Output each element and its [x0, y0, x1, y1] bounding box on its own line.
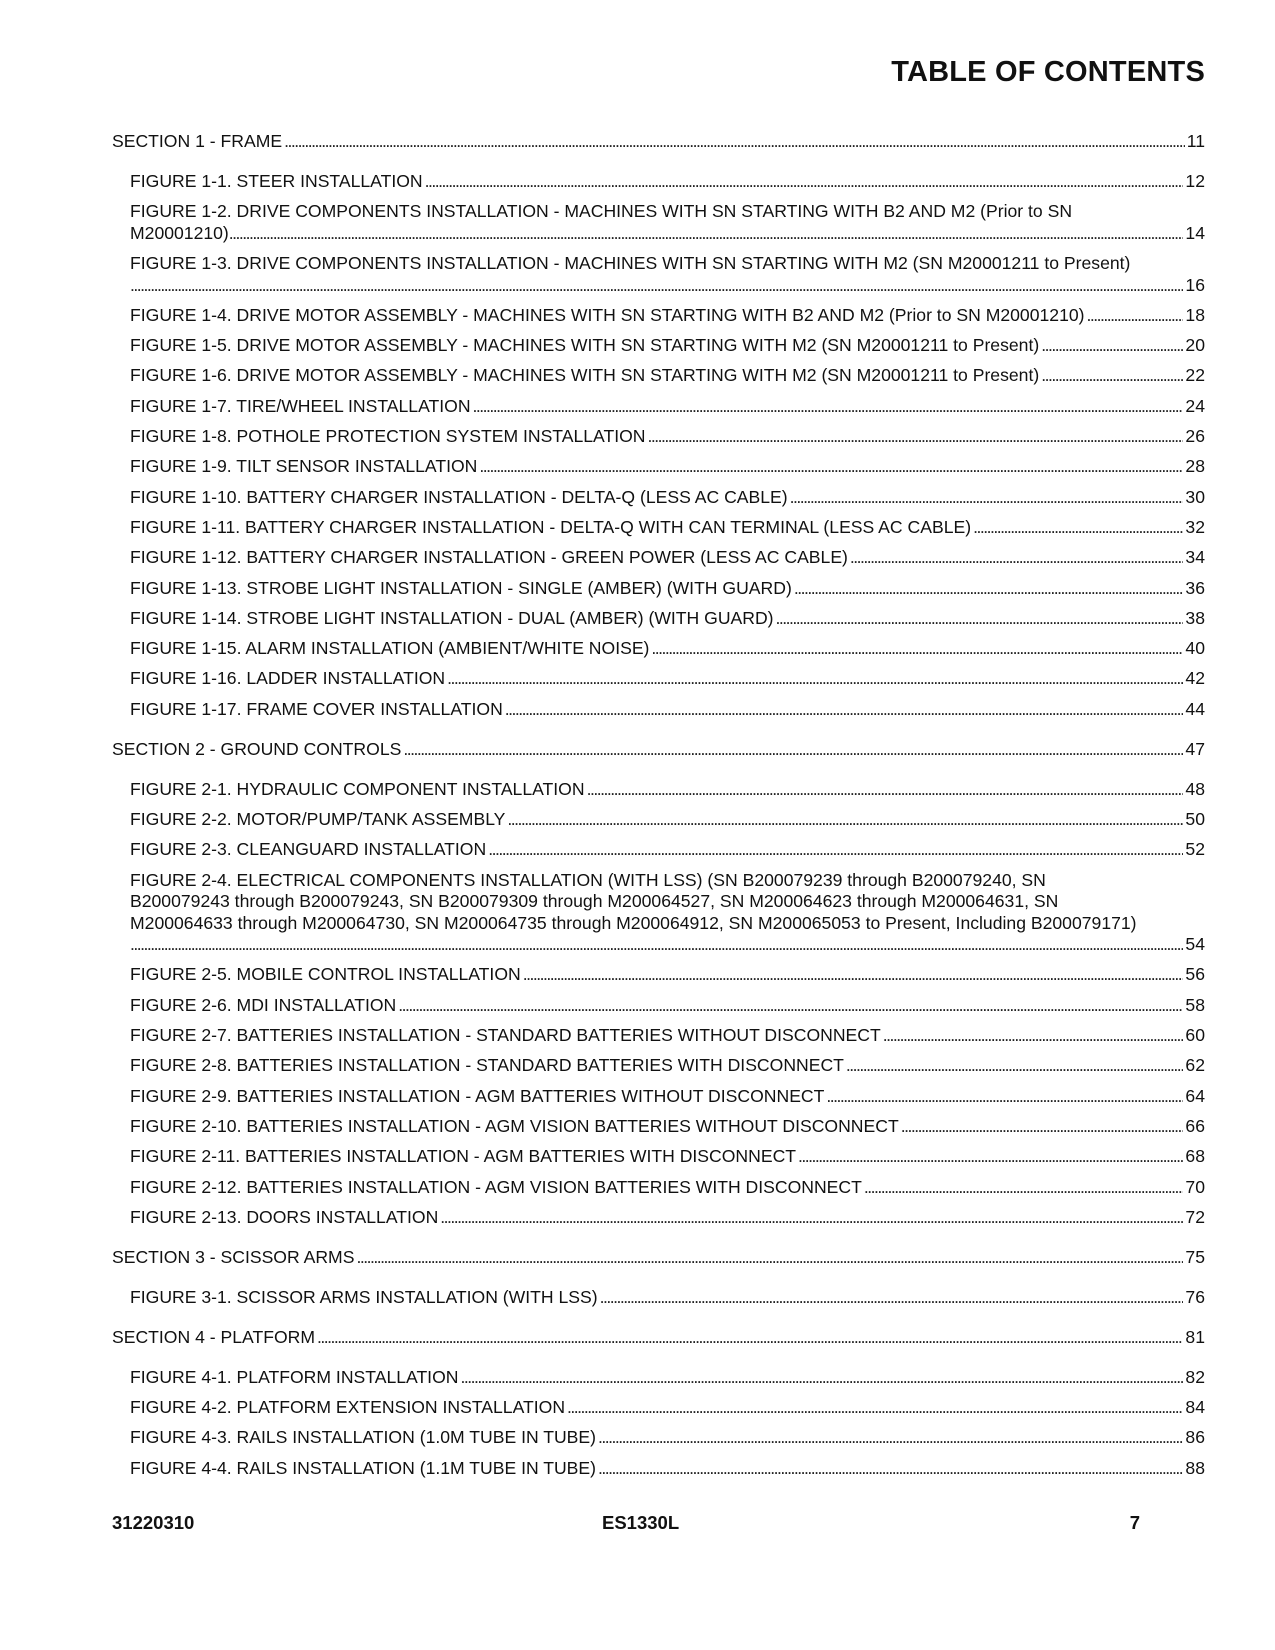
toc-page-number: 66: [1185, 1115, 1205, 1136]
toc-entry-title: FIGURE 2-7. BATTERIES INSTALLATION - STANDARD BATTERIES WITHOUT DISCONNECT: [130, 1025, 881, 1046]
toc-section-entry[interactable]: [112, 739, 1205, 761]
toc-section-entry[interactable]: [112, 1327, 1205, 1349]
table-of-contents: [112, 131, 1205, 1488]
toc-entry-title-line: M200064633 through M200064730, SN M200064735 through M200064912, SN M200065053 to Present, Including B200079171): [130, 912, 1137, 933]
dot-leader: [447, 668, 1183, 690]
toc-entry-title: FIGURE 1-1. STEER INSTALLATION: [130, 171, 423, 191]
toc-page-number: 38: [1185, 607, 1205, 628]
toc-entry-title: FIGURE 1-17. FRAME COVER INSTALLATION: [130, 698, 503, 719]
toc-entry-title: FIGURE 2-12. BATTERIES INSTALLATION - AGM VISION BATTERIES WITH DISCONNECT: [130, 1176, 862, 1197]
dot-leader: [864, 1177, 1184, 1199]
toc-page-number: 44: [1185, 698, 1205, 719]
footer-doc-number: 31220310: [112, 1512, 195, 1533]
dot-leader: [505, 699, 1184, 721]
toc-figure-entry[interactable]: [112, 668, 1205, 690]
toc-figure-entry[interactable]: [112, 426, 1205, 448]
toc-entry-title: FIGURE 2-1. HYDRAULIC COMPONENT INSTALLATION: [130, 778, 585, 799]
toc-page-number: 64: [1185, 1085, 1205, 1106]
toc-page-number: 62: [1185, 1055, 1205, 1076]
toc-figure-entry[interactable]: [112, 779, 1205, 801]
toc-page-number: 82: [1185, 1366, 1205, 1387]
toc-entry-title: FIGURE 1-7. TIRE/WHEEL INSTALLATION: [130, 395, 471, 416]
toc-entry-title: FIGURE 4-3. RAILS INSTALLATION (1.0M TUBE IN TUBE): [130, 1427, 597, 1448]
toc-entry-title: FIGURE 2-5. MOBILE CONTROL INSTALLATION: [130, 964, 521, 985]
toc-figure-entry[interactable]: [112, 638, 1205, 660]
dot-leader: [356, 1247, 1183, 1269]
page-title: TABLE OF CONTENTS: [891, 56, 1205, 88]
toc-entry-title: FIGURE 1-14. STROBE LIGHT INSTALLATION - DUAL (AMBER) (WITH GUARD): [130, 607, 774, 628]
toc-figure-entry[interactable]: [112, 839, 1205, 861]
toc-entry-title: FIGURE 1-10. BATTERY CHARGER INSTALLATION - DELTA-Q (LESS AC CABLE): [130, 486, 788, 507]
toc-page-number: 76: [1185, 1286, 1205, 1307]
toc-entry-title: FIGURE 1-4. DRIVE MOTOR ASSEMBLY - MACHINES WITH SN STARTING WITH B2 AND M2 (Prior to SN M20001210): [130, 304, 1085, 325]
toc-entry-title: FIGURE 2-11. BATTERIES INSTALLATION - AGM BATTERIES WITH DISCONNECT: [130, 1146, 797, 1167]
toc-entry-title-line: M20001210): [130, 222, 229, 243]
dot-leader: [473, 396, 1184, 418]
toc-page-number: 24: [1185, 395, 1205, 416]
dot-leader: [398, 995, 1183, 1017]
toc-figure-entry[interactable]: [112, 335, 1205, 357]
dot-leader: [1041, 335, 1183, 357]
dot-leader: [460, 1367, 1183, 1389]
toc-entry-title: FIGURE 2-3. CLEANGUARD INSTALLATION: [130, 839, 487, 860]
toc-page-number: 16: [1185, 274, 1205, 295]
toc-figure-entry[interactable]: [112, 487, 1205, 509]
toc-page-number: 42: [1185, 668, 1205, 689]
dot-leader: [651, 638, 1183, 660]
toc-figure-entry[interactable]: [112, 809, 1205, 831]
toc-figure-entry[interactable]: [112, 547, 1205, 569]
dot-leader: [850, 547, 1184, 569]
toc-entry-title: FIGURE 4-4. RAILS INSTALLATION (1.1M TUBE IN TUBE): [130, 1457, 597, 1478]
toc-page-number: 32: [1185, 516, 1205, 537]
toc-figure-entry[interactable]: [112, 578, 1205, 600]
toc-entry-title: FIGURE 4-2. PLATFORM EXTENSION INSTALLATION: [130, 1397, 566, 1418]
toc-page-number: 22: [1185, 365, 1205, 386]
toc-page-number: 50: [1185, 809, 1205, 830]
dot-leader: [317, 1327, 1183, 1349]
toc-entry-title: FIGURE 1-16. LADDER INSTALLATION: [130, 668, 446, 689]
toc-figure-entry[interactable]: [112, 995, 1205, 1017]
toc-figure-entry[interactable]: [112, 964, 1205, 986]
dot-leader: [648, 426, 1184, 448]
toc-entry-title: FIGURE 1-8. POTHOLE PROTECTION SYSTEM INSTALLATION: [130, 426, 646, 447]
toc-entry-title: SECTION 4 - PLATFORM: [112, 1326, 315, 1347]
toc-entry-title: SECTION 3 - SCISSOR ARMS: [112, 1246, 355, 1267]
toc-entry-title: FIGURE 2-9. BATTERIES INSTALLATION - AGM BATTERIES WITHOUT DISCONNECT: [130, 1085, 825, 1106]
toc-figure-entry[interactable]: [112, 1146, 1205, 1168]
dot-leader: [567, 1397, 1183, 1419]
toc-page-number: 34: [1185, 547, 1205, 568]
toc-figure-entry[interactable]: [112, 201, 1205, 244]
dot-leader: [901, 1116, 1184, 1138]
footer-page-number: 7: [1129, 1512, 1140, 1533]
dot-leader: [229, 223, 1184, 245]
toc-page-number: 70: [1185, 1176, 1205, 1197]
toc-page-number: 54: [1185, 934, 1205, 955]
toc-figure-entry[interactable]: [112, 1397, 1205, 1419]
toc-entry-title: FIGURE 2-8. BATTERIES INSTALLATION - STANDARD BATTERIES WITH DISCONNECT: [130, 1055, 844, 1076]
dot-leader: [600, 1287, 1184, 1309]
toc-entry-title-line: FIGURE 1-2. DRIVE COMPONENTS INSTALLATION - MACHINES WITH SN STARTING WITH B2 AND M2 (Prior to SN: [130, 201, 1073, 222]
dot-leader: [973, 517, 1183, 539]
toc-page-number: 86: [1185, 1427, 1205, 1448]
toc-entry-title: FIGURE 3-1. SCISSOR ARMS INSTALLATION (WITH LSS): [130, 1286, 598, 1307]
toc-page-number: 75: [1185, 1246, 1205, 1267]
toc-figure-entry[interactable]: [112, 365, 1205, 387]
toc-entry-title: FIGURE 4-1. PLATFORM INSTALLATION: [130, 1366, 459, 1387]
dot-leader: [1041, 365, 1183, 387]
toc-page-number: 11: [1186, 131, 1205, 151]
dot-leader: [776, 608, 1184, 630]
toc-figure-entry[interactable]: [112, 1367, 1205, 1389]
dot-leader: [523, 964, 1184, 986]
toc-figure-entry[interactable]: [112, 1055, 1205, 1077]
toc-entry-title: FIGURE 2-6. MDI INSTALLATION: [130, 994, 397, 1015]
toc-entry-title: FIGURE 2-2. MOTOR/PUMP/TANK ASSEMBLY: [130, 809, 506, 830]
toc-figure-entry[interactable]: [112, 517, 1205, 539]
page-footer: [112, 1512, 1140, 1536]
toc-figure-entry[interactable]: [112, 608, 1205, 630]
toc-page-number: 72: [1185, 1206, 1205, 1227]
toc-page-number: 81: [1185, 1326, 1205, 1347]
toc-page-number: 47: [1185, 738, 1205, 759]
toc-entry-title-line: B200079243 through B200079243, SN B200079309 through M200064527, SN M200064623 through M200064631, SN: [130, 891, 1059, 912]
dot-leader: [284, 131, 1185, 153]
toc-page-number: 18: [1185, 304, 1205, 325]
toc-page-number: 88: [1185, 1457, 1205, 1478]
toc-figure-entry[interactable]: [112, 1427, 1205, 1449]
toc-figure-entry[interactable]: [112, 1086, 1205, 1108]
dot-leader: [598, 1458, 1183, 1480]
toc-entry-title: FIGURE 1-13. STROBE LIGHT INSTALLATION - SINGLE (AMBER) (WITH GUARD): [130, 577, 792, 598]
toc-figure-entry[interactable]: [112, 1458, 1205, 1480]
dot-leader: [846, 1055, 1184, 1077]
toc-page-number: 84: [1185, 1397, 1205, 1418]
toc-figure-entry[interactable]: [112, 1177, 1205, 1199]
toc-figure-entry[interactable]: [112, 396, 1205, 418]
toc-page-number: 12: [1185, 171, 1205, 191]
toc-figure-entry[interactable]: [112, 1025, 1205, 1047]
dot-leader: [130, 934, 1183, 956]
toc-page-number: 48: [1185, 778, 1205, 799]
dot-leader: [403, 739, 1183, 761]
toc-page-number: 26: [1185, 426, 1205, 447]
dot-leader: [479, 456, 1183, 478]
footer-model: ES1330L: [602, 1512, 680, 1533]
toc-page-number: 58: [1185, 994, 1205, 1015]
dot-leader: [790, 487, 1184, 509]
dot-leader: [130, 275, 1183, 297]
dot-leader: [598, 1427, 1183, 1449]
toc-entry-last-line: [130, 934, 1205, 956]
toc-entry-title: SECTION 2 - GROUND CONTROLS: [112, 738, 402, 759]
toc-page-number: 14: [1185, 222, 1205, 243]
toc-entry-title: FIGURE 1-9. TILT SENSOR INSTALLATION: [130, 456, 478, 477]
toc-figure-entry[interactable]: [112, 1207, 1205, 1229]
toc-figure-entry[interactable]: [112, 1116, 1205, 1138]
toc-page-number: 68: [1185, 1146, 1205, 1167]
toc-entry-title: FIGURE 2-10. BATTERIES INSTALLATION - AGM VISION BATTERIES WITHOUT DISCONNECT: [130, 1115, 899, 1136]
toc-figure-entry[interactable]: [112, 1287, 1205, 1309]
toc-page-number: 36: [1185, 577, 1205, 598]
dot-leader: [826, 1086, 1183, 1108]
toc-page-number: 56: [1185, 964, 1205, 985]
toc-figure-entry[interactable]: [112, 699, 1205, 721]
toc-page-number: 60: [1185, 1025, 1205, 1046]
toc-entry-title: FIGURE 1-11. BATTERY CHARGER INSTALLATION - DELTA-Q WITH CAN TERMINAL (LESS AC CABLE): [130, 516, 972, 537]
toc-entry-title-line: FIGURE 2-4. ELECTRICAL COMPONENTS INSTALLATION (WITH LSS) (SN B200079239 through B200079240, SN: [130, 869, 1046, 890]
dot-leader: [798, 1146, 1183, 1168]
toc-section-entry[interactable]: [112, 1247, 1205, 1269]
toc-figure-entry[interactable]: [112, 305, 1205, 327]
dot-leader: [883, 1025, 1184, 1047]
toc-entry-title: FIGURE 1-12. BATTERY CHARGER INSTALLATION - GREEN POWER (LESS AC CABLE): [130, 547, 848, 568]
toc-entry-title: FIGURE 2-13. DOORS INSTALLATION: [130, 1206, 439, 1227]
toc-entry-title-line: FIGURE 1-3. DRIVE COMPONENTS INSTALLATION - MACHINES WITH SN STARTING WITH M2 (SN M20001211 to Present): [130, 253, 1131, 274]
toc-entry-title: FIGURE 1-15. ALARM INSTALLATION (AMBIENT/WHITE NOISE): [130, 638, 650, 659]
dot-leader: [794, 578, 1184, 600]
toc-entry-last-line: [130, 275, 1205, 297]
dot-leader: [488, 839, 1183, 861]
dot-leader: [440, 1207, 1183, 1229]
toc-figure-entry[interactable]: [112, 870, 1205, 956]
toc-page-number: 40: [1185, 638, 1205, 659]
toc-figure-entry[interactable]: [112, 253, 1205, 296]
toc-entry-last-line: [130, 223, 1205, 245]
toc-entry-title: FIGURE 1-5. DRIVE MOTOR ASSEMBLY - MACHINES WITH SN STARTING WITH M2 (SN M20001211 to Present): [130, 335, 1040, 356]
toc-figure-entry[interactable]: [112, 456, 1205, 478]
toc-entry-title: FIGURE 1-6. DRIVE MOTOR ASSEMBLY - MACHINES WITH SN STARTING WITH M2 (SN M20001211 to Present): [130, 365, 1040, 386]
toc-page-number: 20: [1185, 335, 1205, 356]
dot-leader: [507, 809, 1183, 831]
toc-page-number: 30: [1185, 486, 1205, 507]
dot-leader: [587, 779, 1184, 801]
toc-page-number: 52: [1185, 839, 1205, 860]
toc-page-number: 28: [1185, 456, 1205, 477]
dot-leader: [425, 171, 1184, 193]
toc-section-entry[interactable]: [112, 131, 1205, 153]
dot-leader: [1087, 305, 1184, 327]
toc-figure-entry[interactable]: [112, 171, 1205, 193]
toc-entry-title: SECTION 1 - FRAME: [112, 131, 283, 151]
